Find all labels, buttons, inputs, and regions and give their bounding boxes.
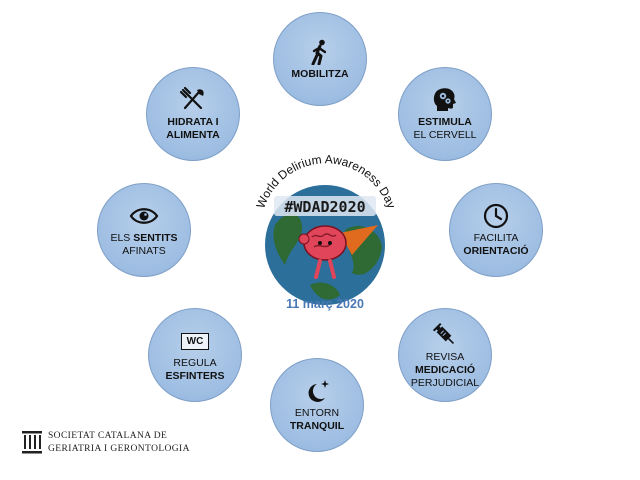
node-sentits <box>97 183 191 277</box>
columns-logo-icon <box>22 431 42 455</box>
node-estimula <box>398 67 492 161</box>
node-sentits-line2: AFINATS <box>122 245 166 257</box>
node-sentits-line1a: ELS <box>110 232 134 244</box>
node-facilita-line2: ORIENTACIÓ <box>463 245 529 257</box>
clock-icon <box>483 202 509 230</box>
node-entorn-line2: TRANQUIL <box>289 420 345 432</box>
emblem-arc-title: World Delirium Awareness Day <box>253 155 399 211</box>
node-estimula-line2: EL CERVELL <box>413 129 477 141</box>
syringe-icon <box>432 321 458 349</box>
node-revisa <box>398 308 492 402</box>
eye-icon <box>129 202 159 230</box>
node-regula-line2: ESFINTERS <box>165 370 225 382</box>
wc-sign-text: WC <box>181 333 210 350</box>
wc-sign-icon <box>181 327 210 355</box>
org-name-line2: GERIATRIA I GERONTOLOGIA <box>48 444 190 454</box>
node-revisa-line1: REVISA <box>425 350 465 363</box>
brain-gears-icon <box>431 86 459 114</box>
node-estimula-line1: ESTIMULA <box>418 116 472 128</box>
event-date: 11 març 2020 <box>286 297 364 311</box>
wdad-emblem <box>240 155 410 315</box>
node-regula <box>148 308 242 402</box>
node-hidrata <box>146 67 240 161</box>
node-revisa-line3: PERJUDICIAL <box>410 376 480 389</box>
node-mobilitza-label: MOBILITZA <box>291 67 349 80</box>
brain-character <box>304 226 346 260</box>
node-sentits-line1b: SENTITS <box>133 232 178 244</box>
node-hidrata-line2: ALIMENTA <box>166 129 220 141</box>
node-entorn-line1: ENTORN <box>294 407 340 419</box>
node-mobilitza <box>273 12 367 106</box>
moon-star-icon <box>303 377 331 405</box>
emblem-hashtag: #WDAD2020 <box>284 198 366 216</box>
node-hidrata-line1: HIDRATA I <box>167 116 219 128</box>
node-sentits-line1 <box>110 232 177 245</box>
node-facilita-line1: FACILITA <box>473 232 519 244</box>
node-entorn <box>270 358 364 452</box>
fork-knife-icon <box>180 86 206 114</box>
node-regula-line1: REGULA <box>173 357 217 369</box>
node-revisa-line2: MEDICACIÓ <box>414 363 476 376</box>
org-logo <box>22 430 190 456</box>
org-name-line1: SOCIETAT CATALANA DE <box>48 431 168 441</box>
node-facilita <box>449 183 543 277</box>
walking-person-icon <box>309 38 331 66</box>
